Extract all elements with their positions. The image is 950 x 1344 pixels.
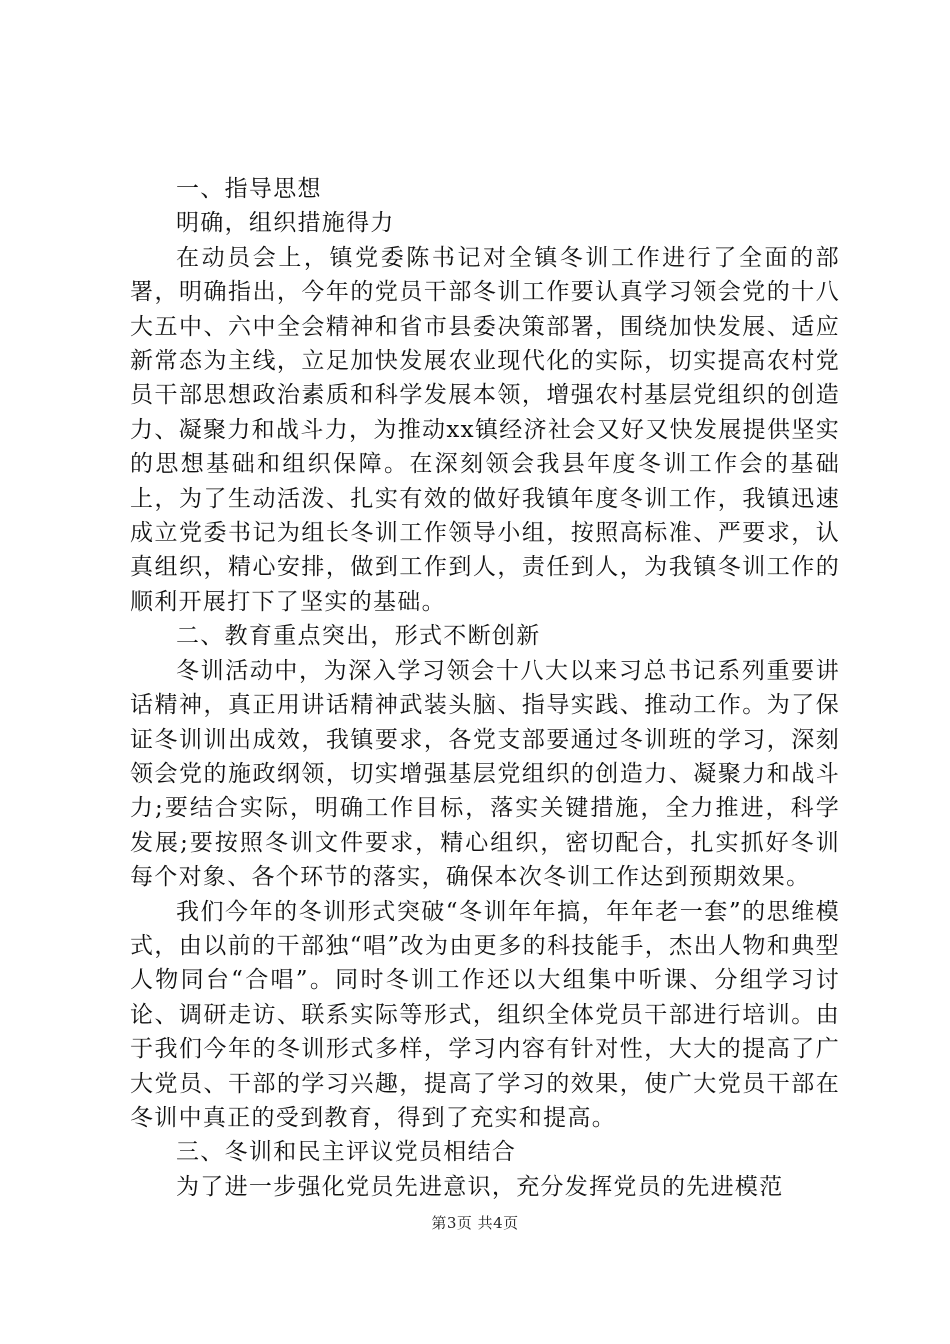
heading-democratic-evaluation: 三、冬训和民主评议党员相结合 [176,1139,517,1166]
paragraph-training-format: 我们今年的冬训形式突破“冬训年年搞，年年老一套”的思维模式，由以前的干部独“唱”改为由更多的科技能手，杰出人物和典型人物同台“合唱”。同时冬训工作还以大组集中听课、分组学习讨论、调研走访、联系实际等形式，组织全体党员干部进行培训。由于我们今年的冬训形式多样，学习内容有针对性，大大的提高了广大党员、干部的学习兴趣，提高了学习的效果，使广大党员干部在冬训中真正的受到教育，得到了充实和提高。 [130,898,840,1131]
paragraph-winter-training-activities: 冬训活动中，为深入学习领会十八大以来习总书记系列重要讲话精神，真正用讲话精神武装头脑、指导实践、推动工作。为了保证冬训训出成效，我镇要求，各党支部要通过冬训班的学习，深刻领会党的施政纲领，切实增强基层党组织的创造力、凝聚力和战斗力;要结合实际，明确工作目标，落实关键措施，全力推进，科学发展;要按照冬训文件要求，精心组织，密切配合，扎实抓好冬训每个对象、各个环节的落实，确保本次冬训工作达到预期效果。 [130,657,840,891]
subheading-organization-measures: 明确，组织措施得力 [176,210,395,237]
page-number-footer: 第3页 共4页 [431,1214,519,1232]
paragraph-mobilization-meeting: 在动员会上，镇党委陈书记对全镇冬训工作进行了全面的部署，明确指出，今年的党员干部冬训工作要认真学习领会党的十八大五中、六中全会精神和省市县委决策部署，围绕加快发展、适应新常态为主线，立足加快发展农业现代化的实际，切实提高农村党员干部思想政治素质和科学发展本领，增强农村基层党组织的创造力、凝聚力和战斗力，为推动xx镇经济社会又好又快发展提供坚实的思想基础和组织保障。在深刻领会我县年度冬训工作会的基础上，为了生动活泼、扎实有效的做好我镇年度冬训工作，我镇迅速成立党委书记为组长冬训工作领导小组，按照高标准、严要求，认真组织，精心安排，做到工作到人，责任到人，为我镇冬训工作的顺利开展打下了坚实的基础。 [130,244,840,615]
heading-guiding-ideology: 一、指导思想 [176,176,322,202]
paragraph-party-member-vanguard: 为了进一步强化党员先进意识，充分发挥党员的先进模范 [176,1173,784,1200]
document-body [130,172,840,1204]
heading-education-focus: 二、教育重点突出，形式不断创新 [176,623,541,650]
